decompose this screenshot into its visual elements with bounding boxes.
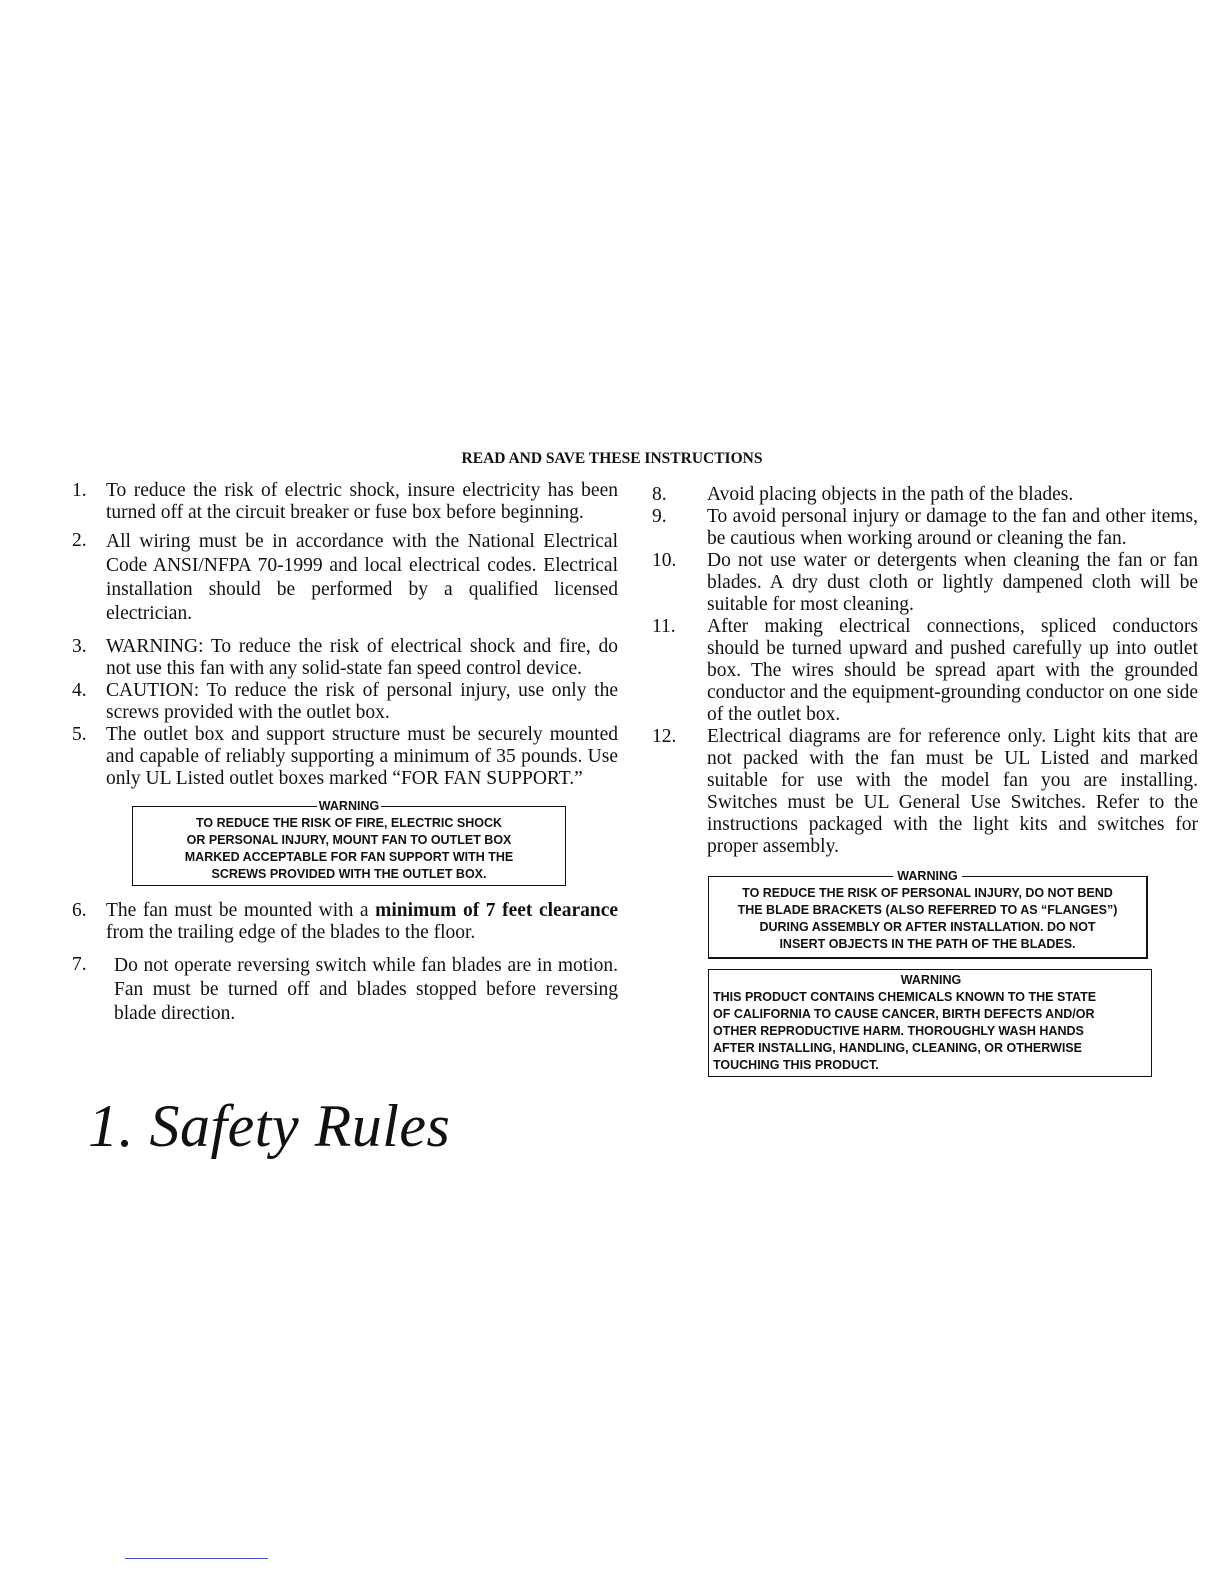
list-item: [72, 480, 618, 524]
item-number: 10.: [652, 550, 677, 571]
item-text: All wiring must be in accordance with the National Electrical Code ANSI/NFPA 70-1999 and local electrical codes. Electrical installation should be performed by a qualified licensed electrician.: [106, 531, 618, 624]
item-text: To avoid personal injury or damage to the fan and other items, be cautious when working around or cleaning the fan.: [707, 506, 1198, 549]
item-text: The outlet box and support structure must be securely mounted and capable of reliably supporting a minimum of 35 pounds. Use only UL Listed outlet boxes marked “FOR FAN SUPPORT.”: [106, 724, 618, 789]
divider: [125, 1558, 268, 1559]
item-number: 12.: [652, 726, 677, 747]
warning-line: THIS PRODUCT CONTAINS CHEMICALS KNOWN TO THE STATE: [713, 990, 1097, 1004]
item-number: 2.: [72, 530, 87, 551]
item-number: 1.: [72, 480, 87, 501]
right-column: [652, 484, 1198, 1077]
item-text: WARNING: To reduce the risk of electrical shock and fire, do not use this fan with any solid-state fan speed control device.: [106, 636, 618, 679]
warning-title-row: [711, 868, 1144, 885]
warning-line: TO REDUCE THE RISK OF PERSONAL INJURY, DO NOT BEND: [742, 886, 1113, 900]
list-item: [72, 680, 618, 724]
warning-line: TOUCHING THIS PRODUCT.: [713, 1058, 879, 1072]
item-text: Do not use water or detergents when cleaning the fan or fan blades. A dry dust cloth or lightly dampened cloth will be suitable for most cleaning.: [707, 550, 1198, 615]
item-number: 9.: [652, 506, 667, 527]
item-text-post: from the trailing edge of the blades to the floor.: [106, 922, 476, 943]
section-title: 1. Safety Rules: [88, 1093, 451, 1159]
warning-line: OR PERSONAL INJURY, MOUNT FAN TO OUTLET BOX: [186, 833, 512, 847]
list-item: [652, 616, 1198, 726]
warning-box-fire-shock: [132, 799, 566, 886]
warning-title: WARNING: [900, 973, 962, 987]
warning-line: MARKED ACCEPTABLE FOR FAN SUPPORT WITH THE: [184, 850, 514, 864]
warning-box-prop65: [708, 969, 1152, 1077]
warning-line: SCREWS PROVIDED WITH THE OUTLET BOX.: [211, 867, 487, 881]
list-item: [652, 484, 1198, 506]
warning-title: WARNING: [318, 799, 380, 813]
list-item: [72, 900, 618, 944]
item-text: CAUTION: To reduce the risk of personal injury, use only the screws provided with the outlet box.: [106, 680, 618, 723]
item-number: 4.: [72, 680, 87, 701]
list-item: [652, 550, 1198, 616]
list-item: [652, 506, 1198, 550]
warning-line: TO REDUCE THE RISK OF FIRE, ELECTRIC SHOCK: [195, 816, 503, 830]
item-text: After making electrical connections, spliced conductors should be turned upward and pushed carefully up into outlet box. The wires should be spread apart with the grounded conductor and the equipment-grounding conductor on one side of the outlet box.: [707, 616, 1198, 725]
warning-title: WARNING: [893, 868, 961, 885]
item-number: 5.: [72, 724, 87, 745]
left-column: [72, 480, 618, 1026]
item-text-pre: The fan must be mounted with a: [106, 900, 376, 921]
warning-line: OF CALIFORNIA TO CAUSE CANCER, BIRTH DEFECTS AND/OR: [713, 1007, 1095, 1021]
item-text: [106, 900, 618, 944]
warning-line: INSERT OBJECTS IN THE PATH OF THE BLADES.: [779, 937, 1076, 951]
item-text: Do not operate reversing switch while fan blades are in motion. Fan must be turned off and blades stopped before reversing blade direction.: [114, 955, 618, 1024]
clearance-emphasis: minimum of 7 feet clearance: [375, 900, 619, 921]
list-item: [72, 954, 618, 1026]
warning-line: AFTER INSTALLING, HANDLING, CLEANING, OR OTHERWISE: [713, 1041, 1082, 1055]
list-item: [72, 636, 618, 680]
item-text: Avoid placing objects in the path of the blades.: [707, 484, 1074, 505]
warning-line: OTHER REPRODUCTIVE HARM. THOROUGHLY WASH HANDS: [713, 1024, 1084, 1038]
warning-line: DURING ASSEMBLY OR AFTER INSTALLATION. DO NOT: [759, 920, 1096, 934]
item-number: 11.: [652, 616, 676, 637]
item-text: To reduce the risk of electric shock, insure electricity has been turned off at the circuit breaker or fuse box before beginning.: [106, 480, 618, 523]
item-number: 6.: [72, 900, 87, 921]
instructions-header: READ AND SAVE THESE INSTRUCTIONS: [461, 450, 763, 467]
warning-box-blade-brackets: [708, 869, 1148, 959]
list-item: [72, 530, 618, 626]
item-number: 3.: [72, 636, 87, 657]
item-text: Electrical diagrams are for reference only. Light kits that are not packed with the fan must be UL Listed and marked suitable for use with the model fan you are installing. Switches must be UL General Use Switches. Refer to the instructions packaged with the light kits and switches for proper assembly.: [707, 726, 1198, 857]
item-number: 8.: [652, 484, 667, 505]
list-item: [72, 724, 618, 790]
list-item: [652, 726, 1198, 858]
warning-line: THE BLADE BRACKETS (ALSO REFERRED TO AS “FLANGES”): [737, 903, 1118, 917]
warning-title-row: [139, 798, 559, 815]
item-number: 7.: [72, 954, 87, 975]
